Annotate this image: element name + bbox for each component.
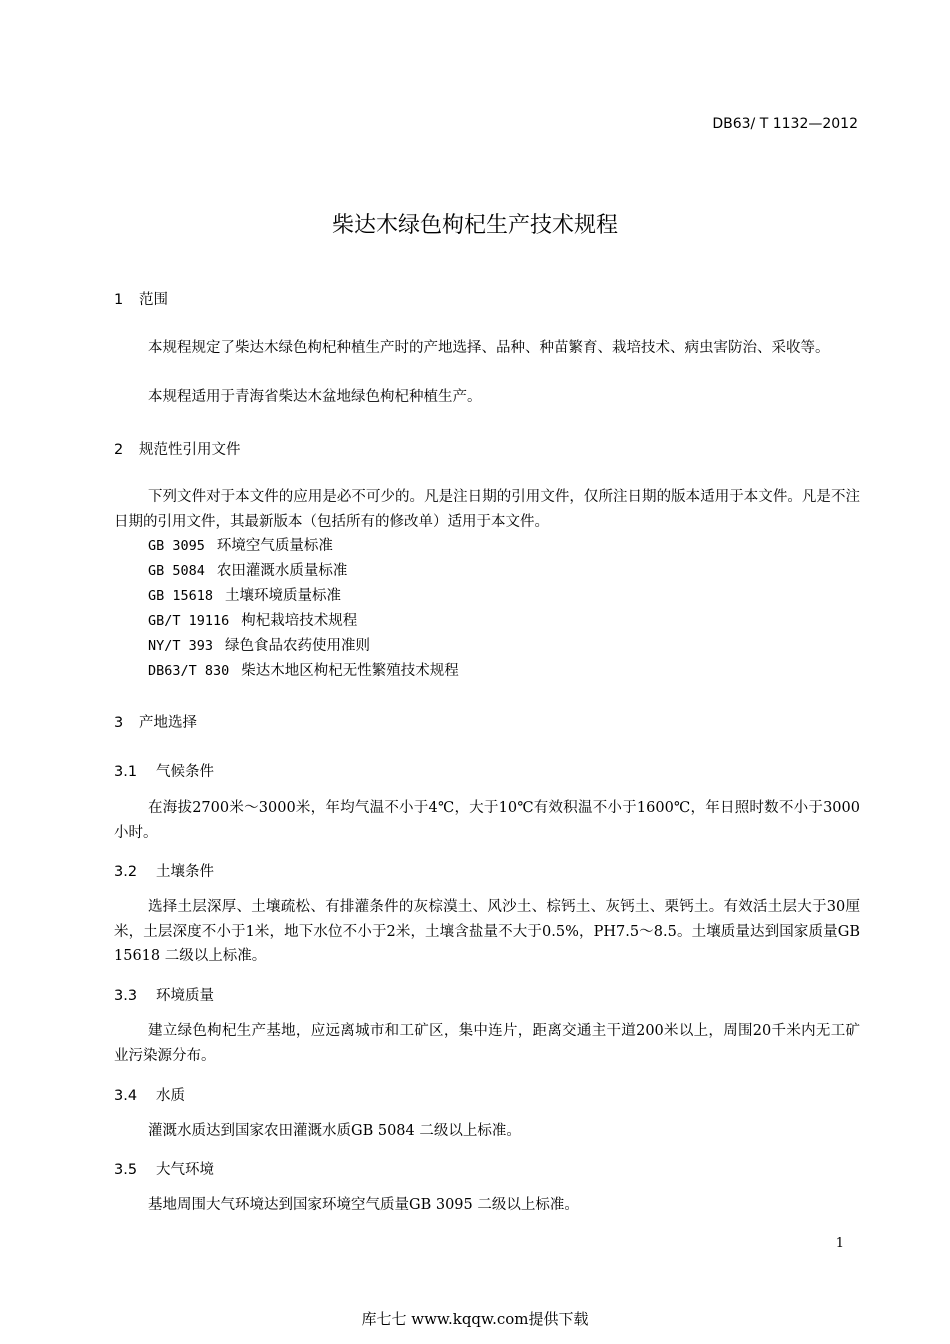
paragraph: 基地周围大气环境达到国家环境空气质量GB 3095 二级以上标准。 <box>148 1197 579 1213</box>
reference-item <box>148 659 459 680</box>
subsection-heading-3-2 <box>114 860 214 881</box>
reference-name: 枸杞栽培技术规程 <box>241 613 358 629</box>
subsection-title: 环境质量 <box>156 988 214 1004</box>
reference-code: GB 5084 <box>148 563 205 579</box>
paragraph: 下列文件对于本文件的应用是必不可少的。凡是注日期的引用文件，仅所注日期的版本适用于本文件。凡是不注日期的引用文件，其最新版本（包括所有的修改单）适用于本文件。 <box>114 489 860 530</box>
subsection-heading-3-3 <box>114 984 214 1005</box>
subsection-title: 土壤条件 <box>156 864 214 880</box>
subsection-title: 水质 <box>156 1088 185 1104</box>
section-title: 产地选择 <box>139 715 197 731</box>
section-heading-3 <box>114 711 197 732</box>
reference-name: 环境空气质量标准 <box>216 538 333 554</box>
section-number: 1 <box>114 292 124 308</box>
reference-code: GB 15618 <box>148 588 214 604</box>
reference-item <box>148 559 347 580</box>
section-title: 范围 <box>139 292 168 308</box>
reference-item <box>148 609 357 630</box>
subsection-heading-3-4 <box>114 1084 185 1105</box>
reference-name: 农田灌溉水质量标准 <box>216 563 348 579</box>
reference-code: NY/T 393 <box>148 638 214 654</box>
section-heading-1 <box>114 288 168 309</box>
reference-item <box>148 534 333 555</box>
reference-item <box>148 584 341 605</box>
subsection-number: 3.5 <box>114 1162 138 1178</box>
subsection-title: 气候条件 <box>156 764 214 780</box>
paragraph: 本规程规定了柴达木绿色枸杞种植生产时的产地选择、品种、种苗繁育、栽培技术、病虫害防治、采收等。 <box>148 340 830 356</box>
paragraph: 灌溉水质达到国家农田灌溉水质GB 5084 二级以上标准。 <box>148 1123 521 1139</box>
reference-name: 土壤环境质量标准 <box>225 588 342 604</box>
paragraph: 在海拔2700米～3000米，年均气温不小于4℃，大于10℃有效积温不小于1600℃，年日照时数不小于3000小时。 <box>114 800 860 841</box>
reference-item <box>148 634 370 655</box>
subsection-heading-3-5 <box>114 1158 214 1179</box>
download-footer: 库七七 www.kqqw.com提供下载 <box>361 1310 589 1328</box>
paragraph: 建立绿色枸杞生产基地，应远离城市和工矿区，集中连片，距离交通主干道200米以上，周围20千米内无工矿业污染源分布。 <box>114 1023 860 1064</box>
page-number: 1 <box>835 1236 844 1251</box>
subsection-number: 3.3 <box>114 988 138 1004</box>
document-title: 柴达木绿色枸杞生产技术规程 <box>331 213 618 238</box>
subsection-number: 3.2 <box>114 864 138 880</box>
paragraph: 选择土层深厚、土壤疏松、有排灌条件的灰棕漠土、风沙土、棕钙土、灰钙土、栗钙土。有效活土层大于30厘米，土层深度不小于1米，地下水位不小于2米，土壤含盐量不大于0.5%，PH7.5～8.5。土壤质量达到国家质量GB 15618 二级以上标准。 <box>114 899 860 964</box>
paragraph: 本规程适用于青海省柴达木盆地绿色枸杞种植生产。 <box>148 389 482 405</box>
subsection-heading-3-1 <box>114 760 214 781</box>
document-code: DB63/ T 1132—2012 <box>712 116 858 132</box>
reference-code: GB/T 19116 <box>148 613 230 629</box>
subsection-number: 3.1 <box>114 764 138 780</box>
section-number: 3 <box>114 715 124 731</box>
section-number: 2 <box>114 442 124 458</box>
reference-name: 柴达木地区枸杞无性繁殖技术规程 <box>241 663 459 679</box>
reference-name: 绿色食品农药使用准则 <box>225 638 371 654</box>
section-title: 规范性引用文件 <box>139 442 241 458</box>
reference-code: GB 3095 <box>148 538 205 554</box>
section-heading-2 <box>114 438 241 459</box>
subsection-title: 大气环境 <box>156 1162 214 1178</box>
subsection-number: 3.4 <box>114 1088 138 1104</box>
reference-code: DB63/T 830 <box>148 663 230 679</box>
